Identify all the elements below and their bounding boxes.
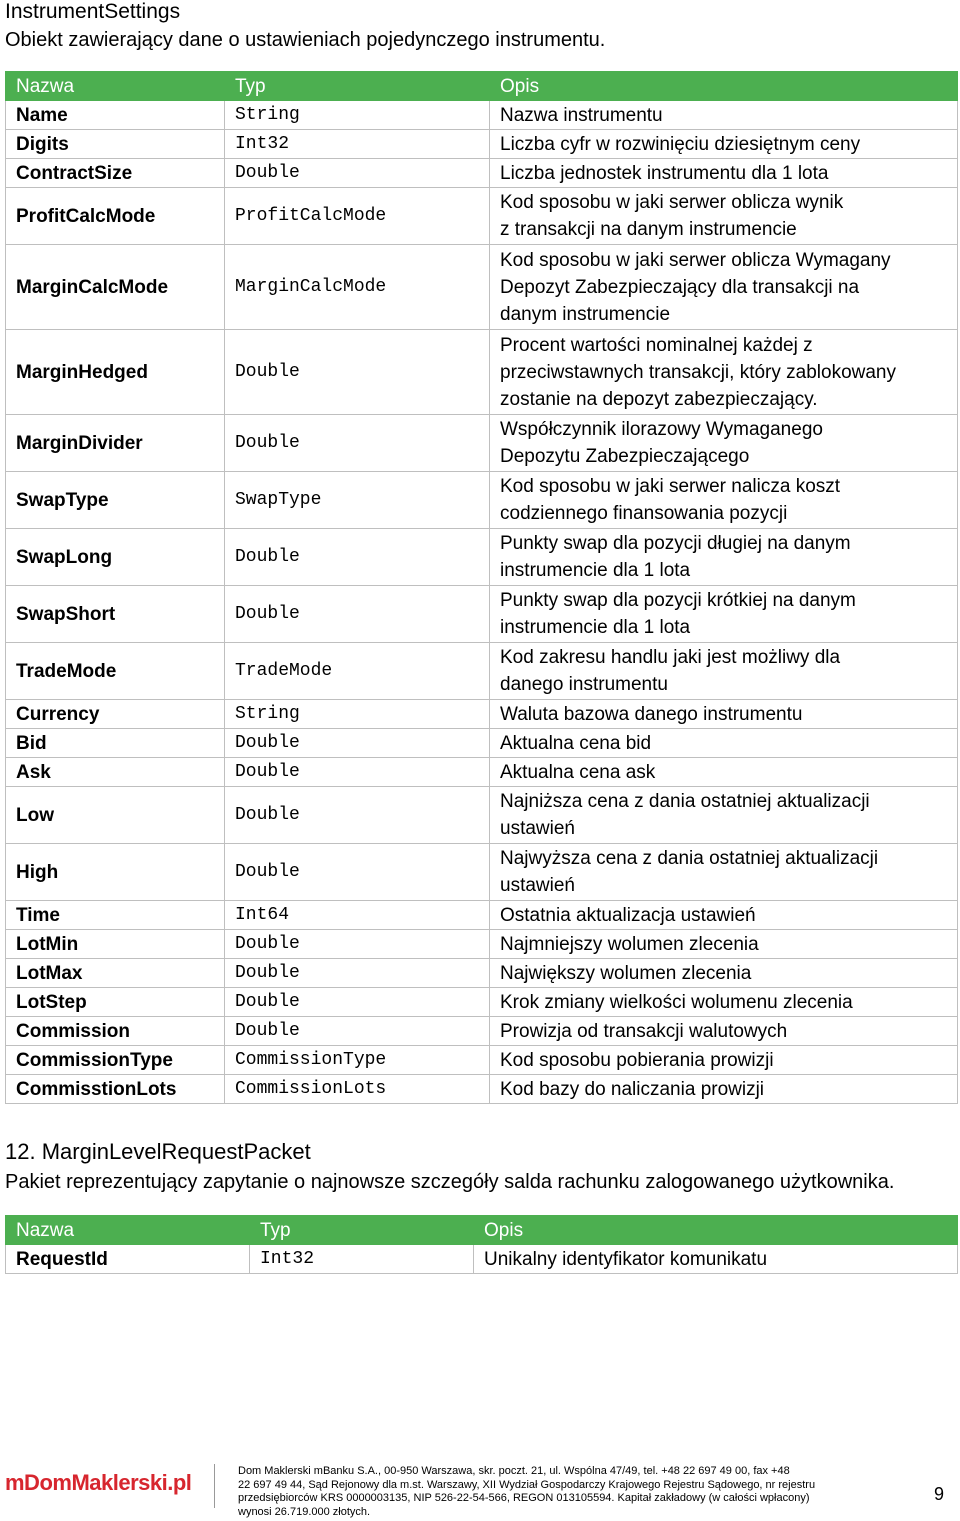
field-name: MarginDivider — [6, 415, 225, 472]
field-name: Currency — [6, 700, 225, 729]
header-description: Opis — [490, 72, 958, 101]
table-row — [6, 330, 958, 415]
table-row — [6, 586, 958, 643]
field-description — [490, 930, 958, 959]
field-type: SwapType — [225, 472, 490, 529]
header-description: Opis — [474, 1216, 958, 1245]
description-line: Najniższa cena z dania ostatniej aktualizacji — [500, 791, 870, 812]
field-description — [490, 130, 958, 159]
field-description — [490, 330, 958, 415]
field-name: Commission — [6, 1017, 225, 1046]
table-row — [6, 901, 958, 930]
field-description — [490, 101, 958, 130]
field-name: MarginCalcMode — [6, 245, 225, 330]
field-name: CommisstionLots — [6, 1075, 225, 1104]
description-line: Krok zmiany wielkości wolumenu zlecenia — [500, 991, 853, 1013]
description-line: Nazwa instrumentu — [500, 104, 663, 126]
field-name: High — [6, 844, 225, 901]
description-line: Największy wolumen zlecenia — [500, 962, 752, 984]
header-type: Typ — [250, 1216, 474, 1245]
table-header-row — [6, 1216, 958, 1245]
field-name: Time — [6, 901, 225, 930]
description-line: codziennego finansowania pozycji — [500, 503, 788, 524]
field-type: Double — [225, 959, 490, 988]
table-row — [6, 245, 958, 330]
field-type: Double — [225, 729, 490, 758]
section-title-2: 12. MarginLevelRequestPacket — [5, 1139, 311, 1164]
description-line: ustawień — [500, 818, 575, 839]
field-description — [474, 1245, 958, 1274]
field-name: Bid — [6, 729, 225, 758]
description-line: Procent wartości nominalnej każdej z — [500, 334, 813, 356]
table-row — [6, 959, 958, 988]
table-row — [6, 472, 958, 529]
table-row — [6, 101, 958, 130]
footer-divider — [214, 1464, 215, 1508]
field-type: Double — [225, 758, 490, 787]
field-name: Ask — [6, 758, 225, 787]
footer-line: Dom Maklerski mBanku S.A., 00-950 Warszawa, skr. poczt. 21, ul. Wspólna 47/49, tel. +48 22 697 49 00, fax +48 — [238, 1465, 790, 1477]
field-name: SwapShort — [6, 586, 225, 643]
field-type: Double — [225, 586, 490, 643]
table-row — [6, 188, 958, 245]
page-number: 9 — [934, 1484, 945, 1504]
description-line: Ostatnia aktualizacja ustawień — [500, 904, 756, 926]
table-row — [6, 930, 958, 959]
description-line: Punkty swap dla pozycji długiej na danym — [500, 533, 851, 554]
description-line: Kod sposobu w jaki serwer oblicza wynik — [500, 192, 844, 213]
field-name: RequestId — [6, 1245, 250, 1274]
table-row — [6, 1017, 958, 1046]
description-line: ustawień — [500, 875, 575, 896]
description-line: Depozyt Zabezpieczający dla transakcji na — [500, 276, 860, 298]
field-type: Double — [225, 159, 490, 188]
description-line: Kod sposobu w jaki serwer oblicza Wymagany — [500, 249, 891, 271]
description-line: Unikalny identyfikator komunikatu — [484, 1248, 768, 1270]
field-type: Double — [225, 415, 490, 472]
field-name: Low — [6, 787, 225, 844]
field-type: Double — [225, 529, 490, 586]
field-description — [490, 245, 958, 330]
field-type: Double — [225, 1017, 490, 1046]
description-line: Liczba jednostek instrumentu dla 1 lota — [500, 162, 829, 184]
table-header-row — [6, 72, 958, 101]
field-description — [490, 415, 958, 472]
table-row — [6, 130, 958, 159]
description-line: Najwyższa cena z dania ostatniej aktualizacji — [500, 848, 879, 869]
description-line: Aktualna cena bid — [500, 732, 652, 754]
table-row — [6, 787, 958, 844]
field-type: Double — [225, 330, 490, 415]
field-description — [490, 844, 958, 901]
table-row — [6, 1046, 958, 1075]
field-description — [490, 643, 958, 700]
description-line: Liczba cyfr w rozwinięciu dziesiętnym ceny — [500, 133, 861, 155]
field-name: Name — [6, 101, 225, 130]
field-type: String — [225, 101, 490, 130]
instrument-settings-table — [5, 71, 958, 1104]
footer-line: wynosi 26.719.000 złotych. — [238, 1505, 371, 1518]
field-name: ContractSize — [6, 159, 225, 188]
field-type: Int32 — [250, 1245, 474, 1274]
description-line: zostanie na depozyt zabezpieczający. — [500, 388, 818, 410]
description-line: instrumencie dla 1 lota — [500, 617, 691, 638]
field-type: MarginCalcMode — [225, 245, 490, 330]
field-name: CommissionType — [6, 1046, 225, 1075]
field-name: ProfitCalcMode — [6, 188, 225, 245]
field-type: ProfitCalcMode — [225, 188, 490, 245]
description-line: Waluta bazowa danego instrumentu — [500, 703, 803, 725]
table-row — [6, 1245, 958, 1274]
field-description — [490, 188, 958, 245]
field-description — [490, 1046, 958, 1075]
field-description — [490, 1017, 958, 1046]
header-type: Typ — [225, 72, 490, 101]
field-description — [490, 586, 958, 643]
field-type: Int64 — [225, 901, 490, 930]
description-line: Kod bazy do naliczania prowizji — [500, 1078, 765, 1100]
field-description — [490, 729, 958, 758]
field-name: LotMax — [6, 959, 225, 988]
description-line: Kod zakresu handlu jaki jest możliwy dla — [500, 647, 841, 668]
field-description — [490, 700, 958, 729]
description-line: Aktualna cena ask — [500, 761, 656, 783]
field-name: SwapLong — [6, 529, 225, 586]
field-type: String — [225, 700, 490, 729]
field-name: LotStep — [6, 988, 225, 1017]
page-footer — [0, 1460, 960, 1520]
field-type: CommissionType — [225, 1046, 490, 1075]
description-line: Kod sposobu w jaki serwer nalicza koszt — [500, 476, 841, 497]
field-description — [490, 472, 958, 529]
description-line: z transakcji na danym instrumencie — [500, 219, 797, 240]
field-description — [490, 159, 958, 188]
description-line: instrumencie dla 1 lota — [500, 560, 691, 581]
table-row — [6, 643, 958, 700]
table-row — [6, 729, 958, 758]
description-line: Najmniejszy wolumen zlecenia — [500, 933, 759, 955]
table-row — [6, 700, 958, 729]
field-type: Double — [225, 930, 490, 959]
field-description — [490, 758, 958, 787]
field-type: TradeMode — [225, 643, 490, 700]
field-type: Double — [225, 988, 490, 1017]
field-description — [490, 529, 958, 586]
description-line: Prowizja od transakcji walutowych — [500, 1020, 788, 1042]
section-description-2: Pakiet reprezentujący zapytanie o najnowsze szczegóły salda rachunku zalogowanego użytkownika. — [5, 1171, 895, 1193]
header-name: Nazwa — [6, 72, 225, 101]
section-title: InstrumentSettings — [5, 0, 181, 23]
field-name: TradeMode — [6, 643, 225, 700]
field-type: Double — [225, 787, 490, 844]
footer-legal-text — [238, 1465, 878, 1519]
field-type: Double — [225, 844, 490, 901]
field-name: SwapType — [6, 472, 225, 529]
table-row — [6, 529, 958, 586]
field-description — [490, 787, 958, 844]
table-row — [6, 1075, 958, 1104]
description-line: Punkty swap dla pozycji krótkiej na danym — [500, 590, 856, 611]
margin-level-request-table — [5, 1215, 958, 1274]
footer-line: 22 697 49 44, Sąd Rejonowy dla m.st. Warszawy, XII Wydział Gospodarczy Krajowego Rejestru Sądowego, nr rejestru — [238, 1478, 816, 1491]
section-description: Obiekt zawierający dane o ustawieniach pojedynczego instrumentu. — [5, 29, 606, 51]
footer-line: przedsiębiorców KRS 0000003135, NIP 526-22-54-566, REGON 013105594. Kapitał zakładowy (w całości wpłacony) — [238, 1492, 810, 1504]
description-line: danym instrumencie — [500, 303, 671, 325]
table-row — [6, 844, 958, 901]
description-line: Kod sposobu pobierania prowizji — [500, 1049, 774, 1071]
description-line: Depozytu Zabezpieczającego — [500, 446, 750, 467]
field-type: CommissionLots — [225, 1075, 490, 1104]
header-name: Nazwa — [6, 1216, 250, 1245]
description-line: danego instrumentu — [500, 674, 668, 695]
description-line: przeciwstawnych transakcji, który zablokowany — [500, 361, 896, 383]
field-description — [490, 901, 958, 930]
company-logo: mDomMaklerski.pl — [5, 1470, 192, 1495]
field-type: Int32 — [225, 130, 490, 159]
field-description — [490, 1075, 958, 1104]
table-row — [6, 159, 958, 188]
table-row — [6, 988, 958, 1017]
description-line: Współczynnik ilorazowy Wymaganego — [500, 419, 823, 440]
table-row — [6, 758, 958, 787]
field-description — [490, 988, 958, 1017]
field-description — [490, 959, 958, 988]
field-name: Digits — [6, 130, 225, 159]
field-name: MarginHedged — [6, 330, 225, 415]
field-name: LotMin — [6, 930, 225, 959]
table-row — [6, 415, 958, 472]
